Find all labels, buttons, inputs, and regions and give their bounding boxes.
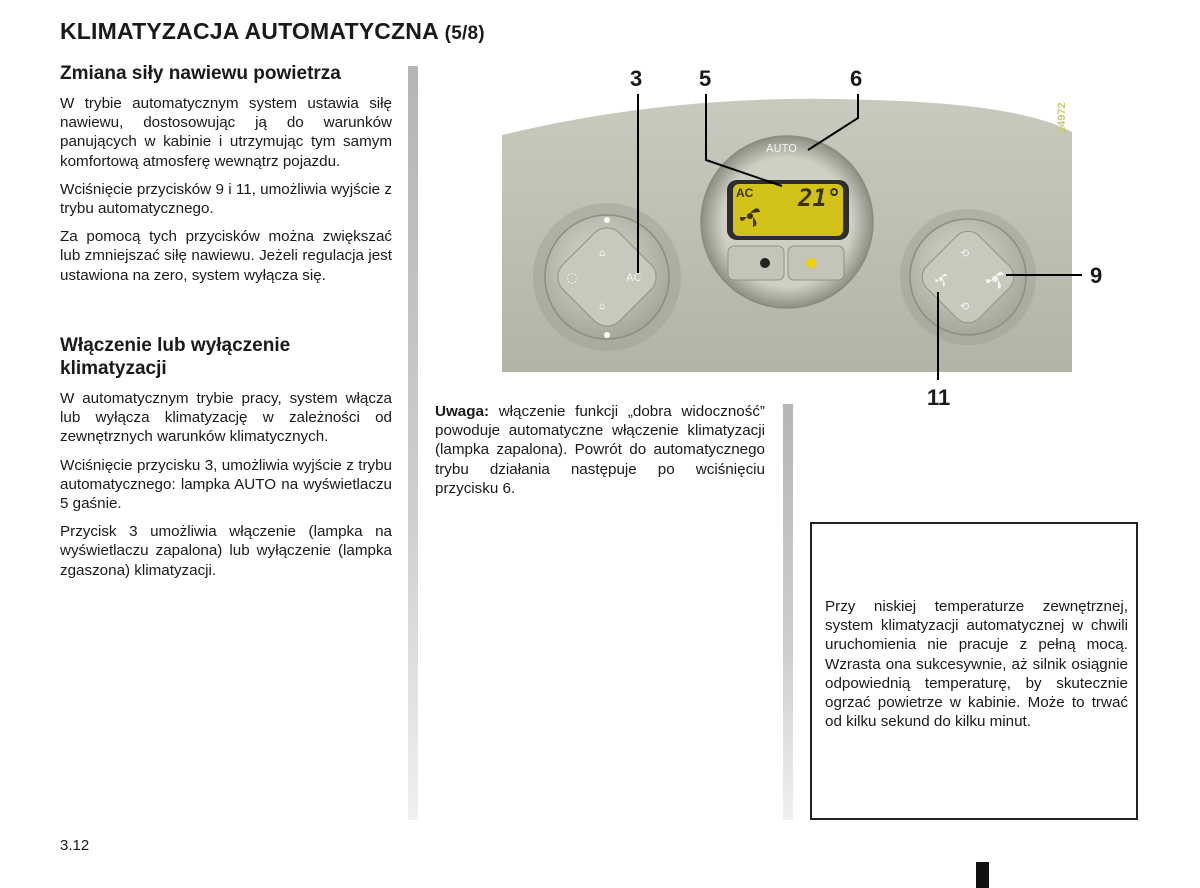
svg-text:⌂: ⌂ [599,248,606,259]
auto-button-label: AUTO [766,142,797,155]
svg-text:⌂: ⌂ [599,301,606,312]
note-paragraph [435,402,765,498]
paragraph: W automatycznym trybie pracy, system włącza lub wyłącza klimatyzację w zależności od zewnętrznych warunków klimatycznych. [60,390,392,446]
svg-text:◌: ◌ [566,270,579,286]
climate-panel-figure [420,60,1120,420]
indicator-lamp [806,258,816,268]
page-title-text: KLIMATYZACJA AUTOMATYCZNA [60,18,439,44]
display-temperature: 21° [798,184,842,212]
paragraph: Za pomocą tych przycisków można zwiększać lub zmniejszać siłę nawiewu. Jeżeli regulacja jest ustawiona na zero, system wyłącza się. [60,228,392,284]
callout-9: 9 [1090,263,1103,288]
section-airflow-body [60,94,392,294]
climate-panel-illustration [420,60,1120,420]
svg-text:⟲: ⟲ [960,300,970,313]
section-heading-airflow: Zmiana siły nawiewu powietrza [60,63,341,84]
column-divider [408,66,418,820]
info-box [810,522,1138,820]
paragraph: Przycisk 3 umożliwia włączenie (lampka na wyświetlaczu zapalona) lub wyłączenie (lampka zgaszona) klimatyzacji. [60,523,392,579]
display-ac-indicator: AC [736,186,754,200]
callout-6: 6 [850,66,863,91]
ac-button-label: AC [626,271,642,284]
svg-text:⟲: ⟲ [960,247,970,260]
info-box-text: Przy niskiej temperaturze zewnętrznej, system klimatyzacji automatycznej w chwili uruchomienia nie pracuje z pełną mocą. Wzrasta ona sukcesywnie, aż silnik osiągnie odpowiednią temperaturę, by skutecznie ogrzać powietrze w kabinie. Może to trwać od kilku sekund do kilku minut. [825,598,1128,731]
recirculation-lamp [760,258,770,268]
page-edge-marker [976,862,989,888]
paragraph: Wciśnięcie przycisków 9 i 11, umożliwia wyjście z trybu automatycznego. [60,180,392,218]
callout-11: 11 [927,385,951,410]
page-title [60,18,485,45]
page-title-fraction: (5/8) [444,23,485,44]
paragraph: Wciśnięcie przycisku 3, umożliwia wyjście z trybu automatycznego: lampka AUTO na wyświetlaczu 5 gaśnie. [60,456,392,513]
page-number: 3.12 [60,837,90,854]
note-text: włączenie funkcji „dobra widoczność” powoduje automatyczne włączenie klimatyzacji (lampka zapalona). Powrót do automatycznego trybu działania następuje po wciśnięciu przycisku 6. [435,403,765,497]
section-ac-body [60,389,392,589]
column-divider [783,404,793,820]
callout-3: 3 [630,66,643,91]
section-heading-ac: Włączenie lub wyłączenie klimatyzacji [60,335,291,379]
paragraph: W trybie automatycznym system ustawia siłę nawiewu, dostosowując ją do warunków panujących w kabinie i utrzymując tym samym komfortową atmosferę wewnątrz pojazdu. [60,95,392,170]
figure-reference-code: 24972 [1056,102,1068,133]
note-label: Uwaga: [435,403,490,420]
callout-5: 5 [699,66,712,91]
